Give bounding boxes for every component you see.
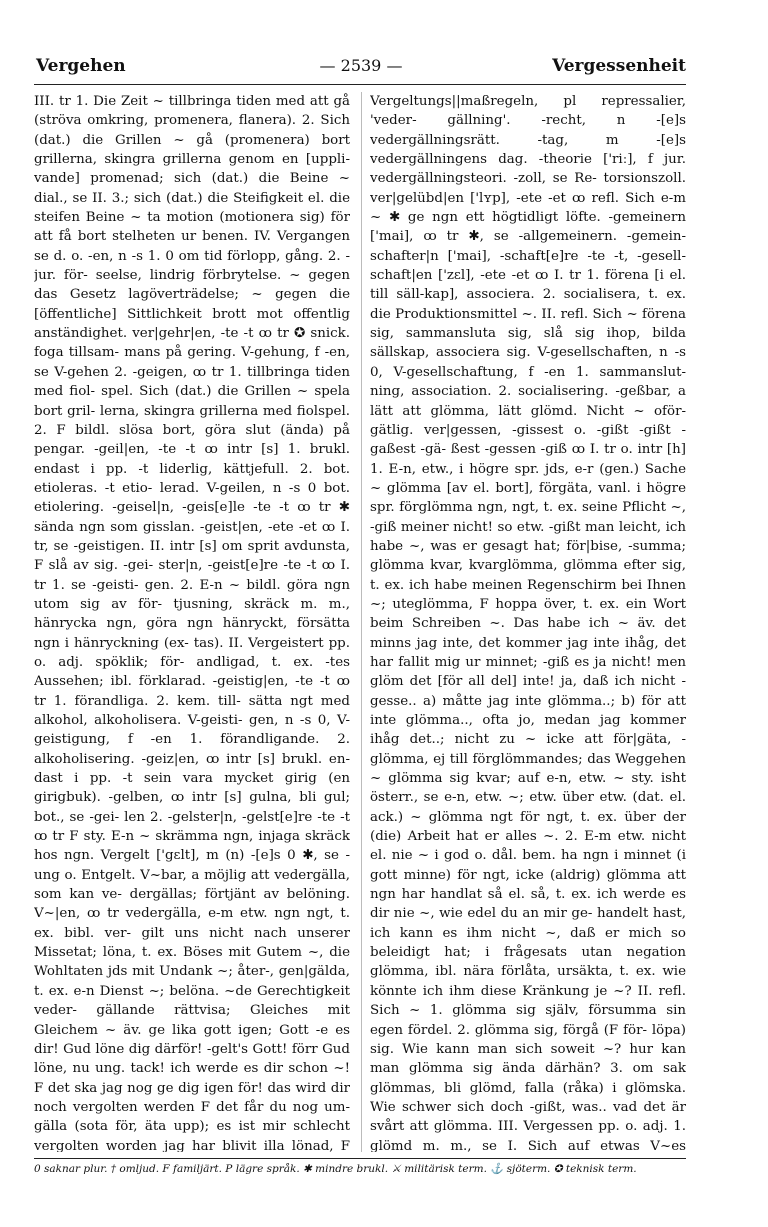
header-right-word: Vergessenheit	[552, 56, 686, 76]
page-number: — 2539 —	[319, 56, 403, 75]
column-divider	[361, 92, 362, 1152]
footer-rule	[34, 1158, 686, 1159]
header-rule	[34, 84, 686, 85]
left-column-text: III. tr 1. Die Zeit ~ tillbringa tiden med att gå (ströva omkring, promenera, flanera). 2. Sich (dat.) die Grillen ~ gå (promenera) bort grillerna, skingra grillerna genom en [uppli- vande] promenad; sich (dat.) die Beine ~ dial., se II. 3.; sich (dat.) die Steifigkeit el. die steifen Beine ~ ta motion (motionera sig) för att få bort stelheten ur benen. IV. Vergangen se d. o. -en, n -s 1. 0 om tid förlopp, gång. 2. - jur. för- seelse, lindrig förbrytelse. ~ gegen das Gesetz lagöverträdelse; ~ gegen die [öffentliche] Sittlichkeit brott mot offentlig anständighet. ver|gehr|en, -te -t ꝏ tr ✪ snick. foga tillsam- mans på gering. V-gehung, f -en, se V-gehen 2. -geigen, ꝏ tr 1. tillbringa tiden med fiol- spel. Sich (dat.) die Grillen ~ spela bort gril- lerna, skingra grillerna med fiolspel. 2. F bildl. slösa bort, göra slut (ända) på pengar. -geil|en, -te -t ꝏ intr [s] 1. brukl. endast i pp. -t liderlig, kättjefull. 2. bot. etioleras. -t etio- lerad. V-geilen, n -s 0 bot. etiolering. -geisel|n, -geis[e]le -te -t ꝏ tr ✱ sända ngn som gisslan. -geist|en, -ete -et ꝏ I. tr, se -geistigen. II. intr [s] om sprit avdunsta, F slå av sig. -gei- ster|n, -geist[e]re -te -t ꝏ I. tr 1. se -geisti- gen. 2. E-n ~ bildl. göra ngn utom sig av för- tjusning, skräck m. m., hänrycka ngn, göra ngn hänryckt, försätta ngn i hänryckning (ex- tas). II. Vergeistert pp. o. adj. spöklik; för- andligad, t. ex. -tes Aussehen; ibl. förklarad. -geistig|en, -te -t ꝏ tr 1. förandliga. 2. kem. till- sätta ngt med alkohol, alkoholisera. V-geisti- gen, n -s 0, V-geistigung, f -en 1. förandligande. 2. alkoholisering. -geiz|en, ꝏ intr [s] brukl. en- dast i pp. -t sein vara mycket girig (en girigbuk). -gelben, ꝏ intr [s] gulna, bli gul; bot., se -gei- len 2. -gelster|n, -gelst[e]re -te -t ꝏ tr F sty. E-n ~ skrämma ngn, injaga skräck hos ngn. Vergelt ['gɛlt], m (n) -[e]s 0 ✱, se -ung o. Entgelt. V~bar, a möjlig att vedergälla, som kan ve- dergällas; förtjänt av belöning. V~|en, ꝏ tr vedergälla, e-m etw. ngn ngt, t. ex. bibl. ver- gilt uns nicht nach unserer Missetat; löna, t. ex. Böses mit Gutem ~, die Wohltaten jds mit Undank ~; åter-, gen|gälda, t. ex. e-n Dienst ~; belöna. ~de Gerechtigkeit veder- gällande rättvisa; Gleiches mit Gleichem ~ äv. ge lika gott igen; Gott -e es dir! Gud löne dig därför! -gelt's Gott! förr Gud löne, nu ung. tack! ich werde es dir schon ~! F det ska jag nog ge dig igen för! das wird dir noch vergolten werden F det får du nog um- gälla (sota för, äta upp); es ist mir schlecht vergolten worden jag har blivit illa lönad, F	[34, 94, 350, 1152]
right-column	[370, 92, 686, 1152]
header-left-word: Vergehen	[36, 56, 126, 76]
abbreviation-legend: 0 saknar plur. † omljud. F familjärt. P lägre språk. ✱ mindre brukl. ⚔ militärisk term. ⚓ sjöterm. ✪ teknisk term.	[34, 1163, 637, 1175]
running-header	[36, 56, 686, 82]
right-column-text: Vergeltungs||maßregeln, pl repressalier, 'veder- gällning'. -recht, n -[e]s vedergällningsrätt. -tag, m -[e]s vedergällningens dag. -theorie ['riː], f jur. vedergällningsteori. -zoll, se Re- torsionszoll. ver|gelübd|en ['lʏp], -ete -et ꝏ refl. Sich e-m ~ ✱ ge ngn ett högtidligt löfte. -gemeinern ['mai], ꝏ tr ✱, se -allgemeinern. -gemein- schafter|n ['mai], -schaft[e]re -te -t, -gesell- schaft|en ['zɛl], -ete -et ꝏ I. tr 1. förena [i el. till säll-kap], associera. 2. socialisera, t. ex. die Produktionsmittel ~. II. refl. Sich ~ förena sig, sammansluta sig, slå sig ihop, bilda sällskap, associera sig. V-gesellschaften, n -s 0, V-gesellschaftung, f -en 1. sammanslut- ning, association. 2. socialisering. -geßbar, a lätt att glömma, lätt glömd. Nicht ~ oför- gätlig. ver|gessen, -gissest o. -gißt -gißt -gaßest -gä- ßest -gessen -giß ꝏ I. tr o. intr [h] 1. E-n, etw., i högre spr. jds, e-r (gen.) Sache ~ glömma [av el. bort], förgäta, vanl. i högre spr. förglömma ngn, ngt, t. ex. seine Pflicht ~, -giß meiner nicht! so etw. -gißt man leicht, ich habe ~, was er gesagt hat; för|bise, -summa; glömma kvar, kvarglömma, glömma efter sig, t. ex. ich habe meinen Regenschirm bei Ihnen ~; uteglömma, F hoppa över, t. ex. ein Wort beim Schreiben ~. Das habe ich ~ äv. det minns jag inte, det kommer jag inte ihåg, det har fallit mig ur minnet; -giß es ja nicht! men glöm det [för all del] inte! ja, daß ich nicht -gesse.. a) måtte jag inte glömma..; b) för att inte glömma.., ofta jo, medan jag kommer ihåg det..; nicht zu ~ icke att för|gäta, -glömma, ej till förglömmandes; das Weggehen ~ glömma sig kvar; auf e-n, etw. ~ sty. isht österr., se e-n, etw. ~; etw. über etw. (dat. el. ack.) ~ glömma ngt för ngt, t. ex. über der (die) Arbeit hat er alles ~. 2. E-m etw. nicht el. nie ~ i god o. dål. bem. ha ngn i minnet (i gott minne) för ngt, icke (aldrig) glömma att ngn har handlat så el. så, t. ex. ich werde es dir nie ~, wie edel du an mir ge- handelt hast, ich kann es ihm nicht ~, daß er mich so beleidigt hat; i frågesats utan negation glömma, ibl. nära förlåta, ursäkta, t. ex. wie könnte ich ihm diese Kränkung je ~? II. refl. Sich ~ 1. glömma sig själv, försumma sin egen fördel. 2. glömma sig, förgå (F för- löpa) sig. Wie kann man sich soweit ~? hur kan man glömma sig ända därhän? 3. om sak glömmas, bli glömd, falla (råka) i glömska. Wie schwer sich doch -gißt, was.. vad det är svårt att glömma. III. Vergessen pp. o. adj. 1. glömd m. m., se I. Sich auf etwas V~es	[370, 94, 686, 1152]
left-column	[34, 92, 350, 1152]
